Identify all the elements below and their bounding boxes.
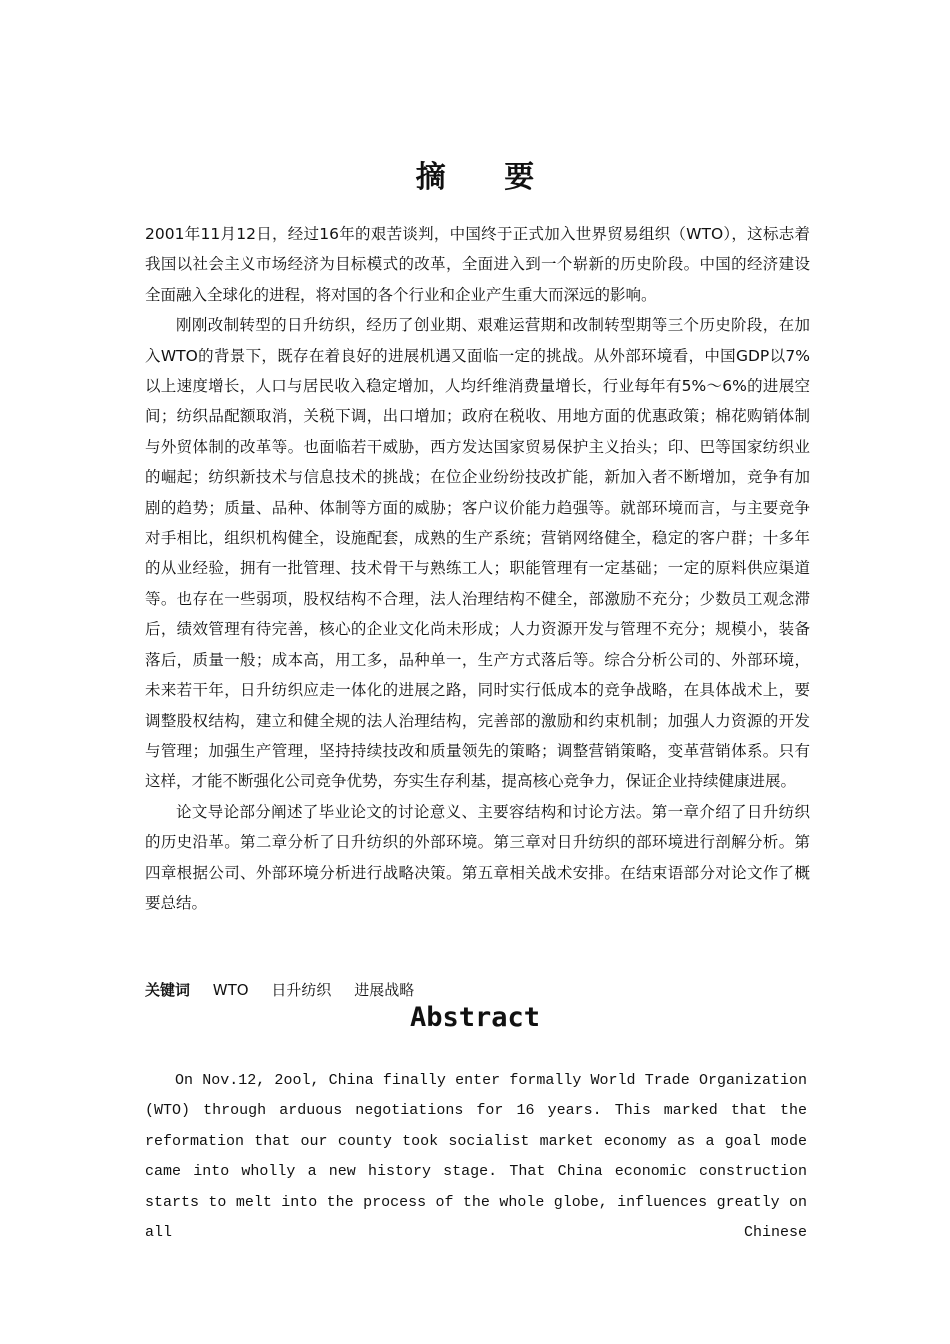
keyword-item: WTO — [212, 981, 249, 999]
abstract-en-title: Abstract — [409, 1002, 541, 1033]
abstract-en-body — [145, 1066, 807, 1248]
abstract-cn-title: 摘 要 — [415, 160, 559, 195]
keyword-item: 进展战略 — [354, 981, 415, 999]
keywords-label: 关键词 — [145, 981, 191, 999]
abstract-cn-paragraph-2: 刚刚改制转型的日升纺织，经历了创业期、艰难运营期和改制转型期等三个历史阶段，在加入WTO的背景下，既存在着良好的进展机遇又面临一定的挑战。从外部环境看，中国GDP以7%以上速度增长，人口与居民收入稳定增加，人均纤维消费量增长，行业每年有5%～6%的进展空间；纺织品配额取消，关税下调，出口增加；政府在税收、用地方面的优惠政策；棉花购销体制与外贸体制的改革等。也面临若干威胁，西方发达国家贸易保护主义抬头；印、巴等国家纺织业的崛起；纺织新技术与信息技术的挑战；在位企业纷纷技改扩能，新加入者不断增加，竞争有加剧的趋势；质量、品种、体制等方面的威胁；客户议价能力趋强等。就部环境而言，与主要竞争对手相比，组织机构健全，设施配套，成熟的生产系统；营销网络健全，稳定的客户群；十多年的从业经验，拥有一批管理、技术骨干与熟练工人；职能管理有一定基础；一定的原料供应渠道等。也存在一些弱项，股权结构不合理，法人治理结构不健全，部激励不充分；少数员工观念滞后，绩效管理有待完善，核心的企业文化尚未形成；人力资源开发与管理不充分；规模小，装备落后，质量一般；成本高，用工多，品种单一，生产方式落后等。综合分析公司的、外部环境，未来若干年，日升纺织应走一体化的进展之路，同时实行低成本的竞争战略，在具体战术上，要调整股权结构，建立和健全规的法人治理结构，完善部的激励和约束机制；加强人力资源的开发与管理；加强生产管理，坚持持续技改和质量领先的策略；调整营销策略，变革营销体系。只有这样，才能不断强化公司竞争优势，夯实生存利基，提高核心竞争力，保证企业持续健康进展。 — [145, 316, 810, 791]
keywords-line — [145, 976, 432, 1004]
abstract-cn-body — [145, 219, 810, 918]
keyword-item: 日升纺织 — [271, 981, 332, 999]
abstract-cn-paragraph-1: 2001年11月12日，经过16年的艰苦谈判，中国终于正式加入世界贸易组织（WTO），这标志着我国以社会主义市场经济为目标模式的改革，全面进入到一个崭新的历史阶段。中国的经济建设全面融入全球化的进程，将对国的各个行业和企业产生重大而深远的影响。 — [145, 225, 810, 304]
abstract-en-paragraph: On Nov.12, 2ool, China finally enter formally World Trade Organization (WTO) through arduous negotiations for 16 years. This marked that the reformation that our county took socialist market economy as a goal mode came into wholly a new history stage. That China economic construction starts to melt into the process of the whole globe, influences greatly on all Chinese — [145, 1072, 807, 1242]
abstract-cn-paragraph-3: 论文导论部分阐述了毕业论文的讨论意义、主要容结构和讨论方法。第一章介绍了日升纺织的历史沿革。第二章分析了日升纺织的外部环境。第三章对日升纺织的部环境进行剖解分析。第四章根据公司、外部环境分析进行战略决策。第五章相关战术安排。在结束语部分对论文作了概要总结。 — [145, 802, 810, 912]
